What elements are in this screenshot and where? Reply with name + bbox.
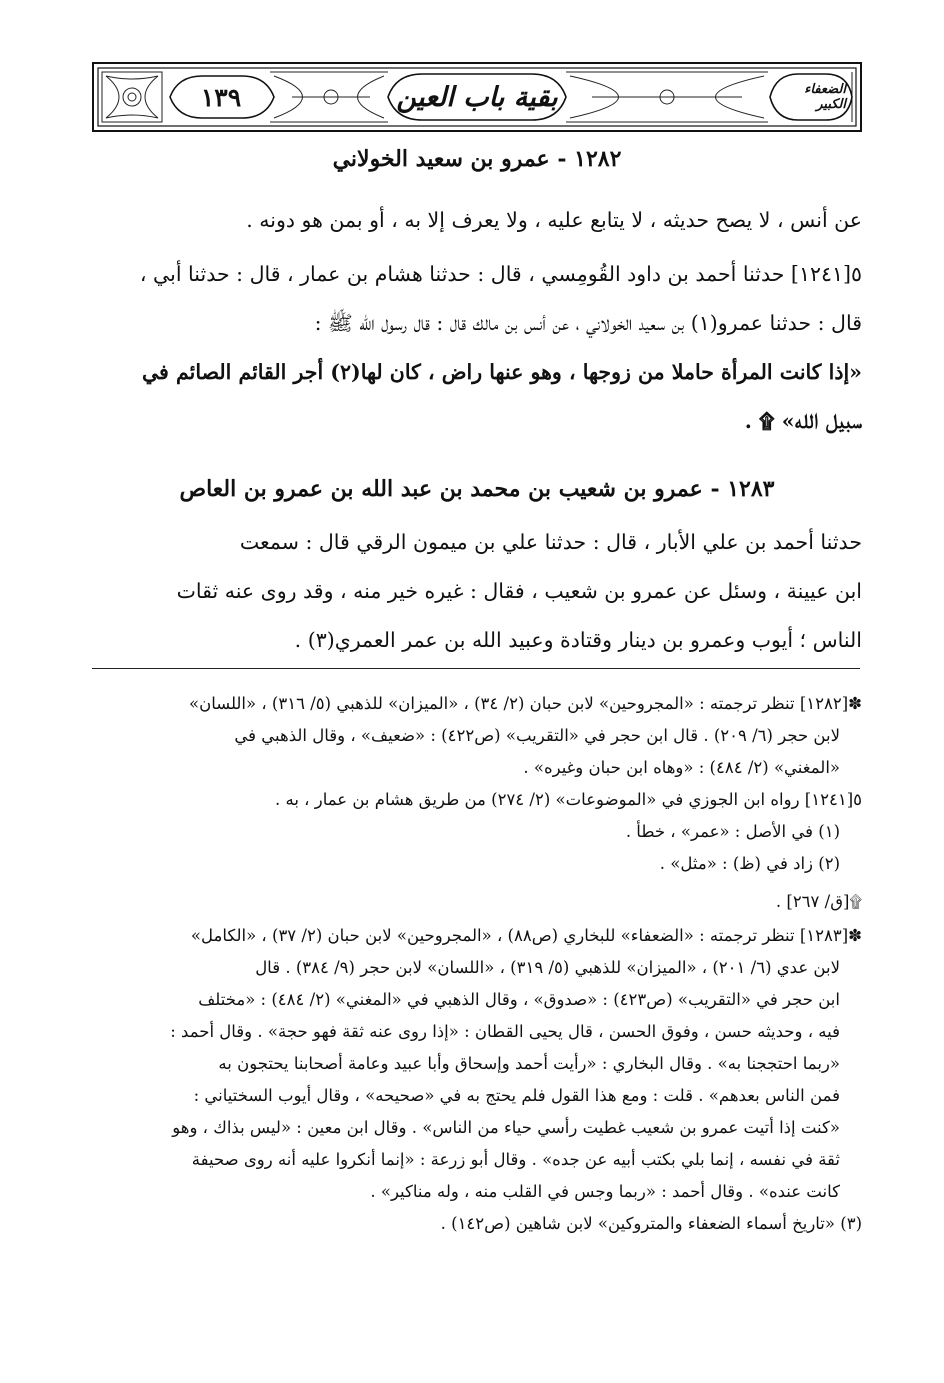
- footnote-note-1: (١) في الأصل : «عمر» ، خطأ .: [625, 822, 840, 841]
- book-emblem: الضعفاء الكبير: [804, 82, 846, 112]
- entry-1282-line: عن أنس ، لا يصح حديثه ، لا يتابع عليه ، ولا يعرف إلا به ، أو بمن هو دونه .: [246, 208, 862, 232]
- footnotes: [92, 688, 862, 1240]
- footnote-line: فمن الناس بعدهم» . قلت : ومع هذا القول فلم يحتج به في «صحيحه» ، وقال أيوب السختياني :: [193, 1086, 840, 1105]
- hadith-matn-line: سبيل الله» ۩ .: [744, 409, 862, 433]
- entry-1283-title: ١٢٨٣ - عمرو بن شعيب بن محمد بن عبد الله بن عمرو بن العاص: [179, 476, 775, 502]
- footnote-line: ✽[١٢٨٢] تنظر ترجمته : «المجروحين» لابن حبان (٢/ ٣٤) ، «الميزان» للذهبي (٥/ ٣١٦) ، «اللسان»: [188, 694, 862, 713]
- footnote-separator: [92, 668, 860, 669]
- entry-1282-body: [92, 196, 862, 245]
- footnote-line: لابن عدي (٦/ ٢٠١) ، «الميزان» للذهبي (٥/ ٣١٩) ، «اللسان» لابن حجر (٩/ ٣٨٤) . قال: [255, 958, 840, 977]
- footnote-line: «ربما احتججنا به» . وقال البخاري : «رأيت أحمد وإسحاق وأبا عبيد وعامة أصحابنا يحتجون به: [218, 1054, 840, 1073]
- hadith-line: قال : حدثنا عمرو(١) بن سعيد الخولاني ، عن أنس بن مالك قال : قال رسول الله ﷺ :: [314, 311, 862, 335]
- footnote-note-2: (٢) زاد في (ظ) : «مثل» .: [659, 854, 840, 873]
- entry-1283-line: حدثنا أحمد بن علي الأبار ، قال : حدثنا علي بن ميمون الرقي قال : سمعت: [239, 530, 862, 554]
- footnote-line: «المغني» (٢/ ٤٨٤) : «وهاه ابن حبان وغيره» .: [523, 758, 840, 777]
- entry-1283-line: ابن عيينة ، وسئل عن عمرو بن شعيب ، فقال : غيره خير منه ، وقد روى عنه ثقات: [176, 579, 862, 603]
- page-number: ١٣٩: [200, 82, 242, 112]
- footnote-line: ✽[١٢٨٣] تنظر ترجمته : «الضعفاء» للبخاري (ص٨٨) ، «المجروحين» لابن حبان (٢/ ٣٧) ، «الكامل»: [190, 926, 862, 945]
- hadith-1241: [92, 250, 862, 446]
- entry-1282-title: ١٢٨٢ - عمرو بن سعيد الخولاني: [332, 146, 622, 172]
- page-header: [92, 62, 862, 132]
- hadith-matn-line: «إذا كانت المرأة حاملا من زوجها ، وهو عنها راض ، كان لها(٢) أجر القائم الصائم في: [141, 360, 862, 384]
- entry-1283-body: [92, 518, 862, 665]
- footnote-line: ثقة في نفسه ، إنما بلي بكتب أبيه عن جده» . وقال أبو زرعة : «إنما أنكروا عليه أنه روى صحيفة: [191, 1150, 840, 1169]
- section-title: بقية باب العين: [396, 81, 558, 113]
- footnote-line: ابن حجر في «التقريب» (ص٤٢٣) : «صدوق» ، وقال الذهبي في «المغني» (٢/ ٤٨٤) : «مختلف: [198, 990, 840, 1009]
- footnote-line: «كنت إذا أتيت عمرو بن شعيب غطيت رأسي حياء من الناس» . وقال ابن معين : «ليس بذاك ، وهو: [172, 1118, 840, 1137]
- footnote-notes-row: [92, 816, 862, 880]
- footnote-line: ۩[ق/ ٢٦٧] .: [775, 892, 862, 911]
- footnote-line: لابن حجر (٦/ ٢٠٩) . قال ابن حجر في «التقريب» (ص٤٢٢) : «ضعيف» ، وقال الذهبي في: [234, 726, 840, 745]
- footnote-line: فيه ، وحديثه حسن ، وفوق الحسن ، قال يحيى القطان : «إذا روى عنه ثقة فهو حجة» . وقال أحمد :: [170, 1022, 840, 1041]
- footnote-line: كانت عنده» . وقال أحمد : «ربما وجس في القلب منه ، وله مناكير» .: [370, 1182, 840, 1201]
- entry-1283-line: الناس ؛ أيوب وعمرو بن دينار وقتادة وعبيد الله بن عمر العمري(٣) .: [294, 628, 862, 652]
- hadith-line: ٥[١٢٤١] حدثنا أحمد بن داود القُومِسي ، قال : حدثنا هشام بن عمار ، قال : حدثنا أبي ،: [139, 262, 862, 286]
- footnote-line: ٥[١٢٤١] رواه ابن الجوزي في «الموضوعات» (٢/ ٢٧٤) من طريق هشام بن عمار ، به .: [274, 790, 862, 809]
- footnote-line: (٣) «تاريخ أسماء الضعفاء والمتروكين» لابن شاهين (ص١٤٢) .: [440, 1214, 862, 1233]
